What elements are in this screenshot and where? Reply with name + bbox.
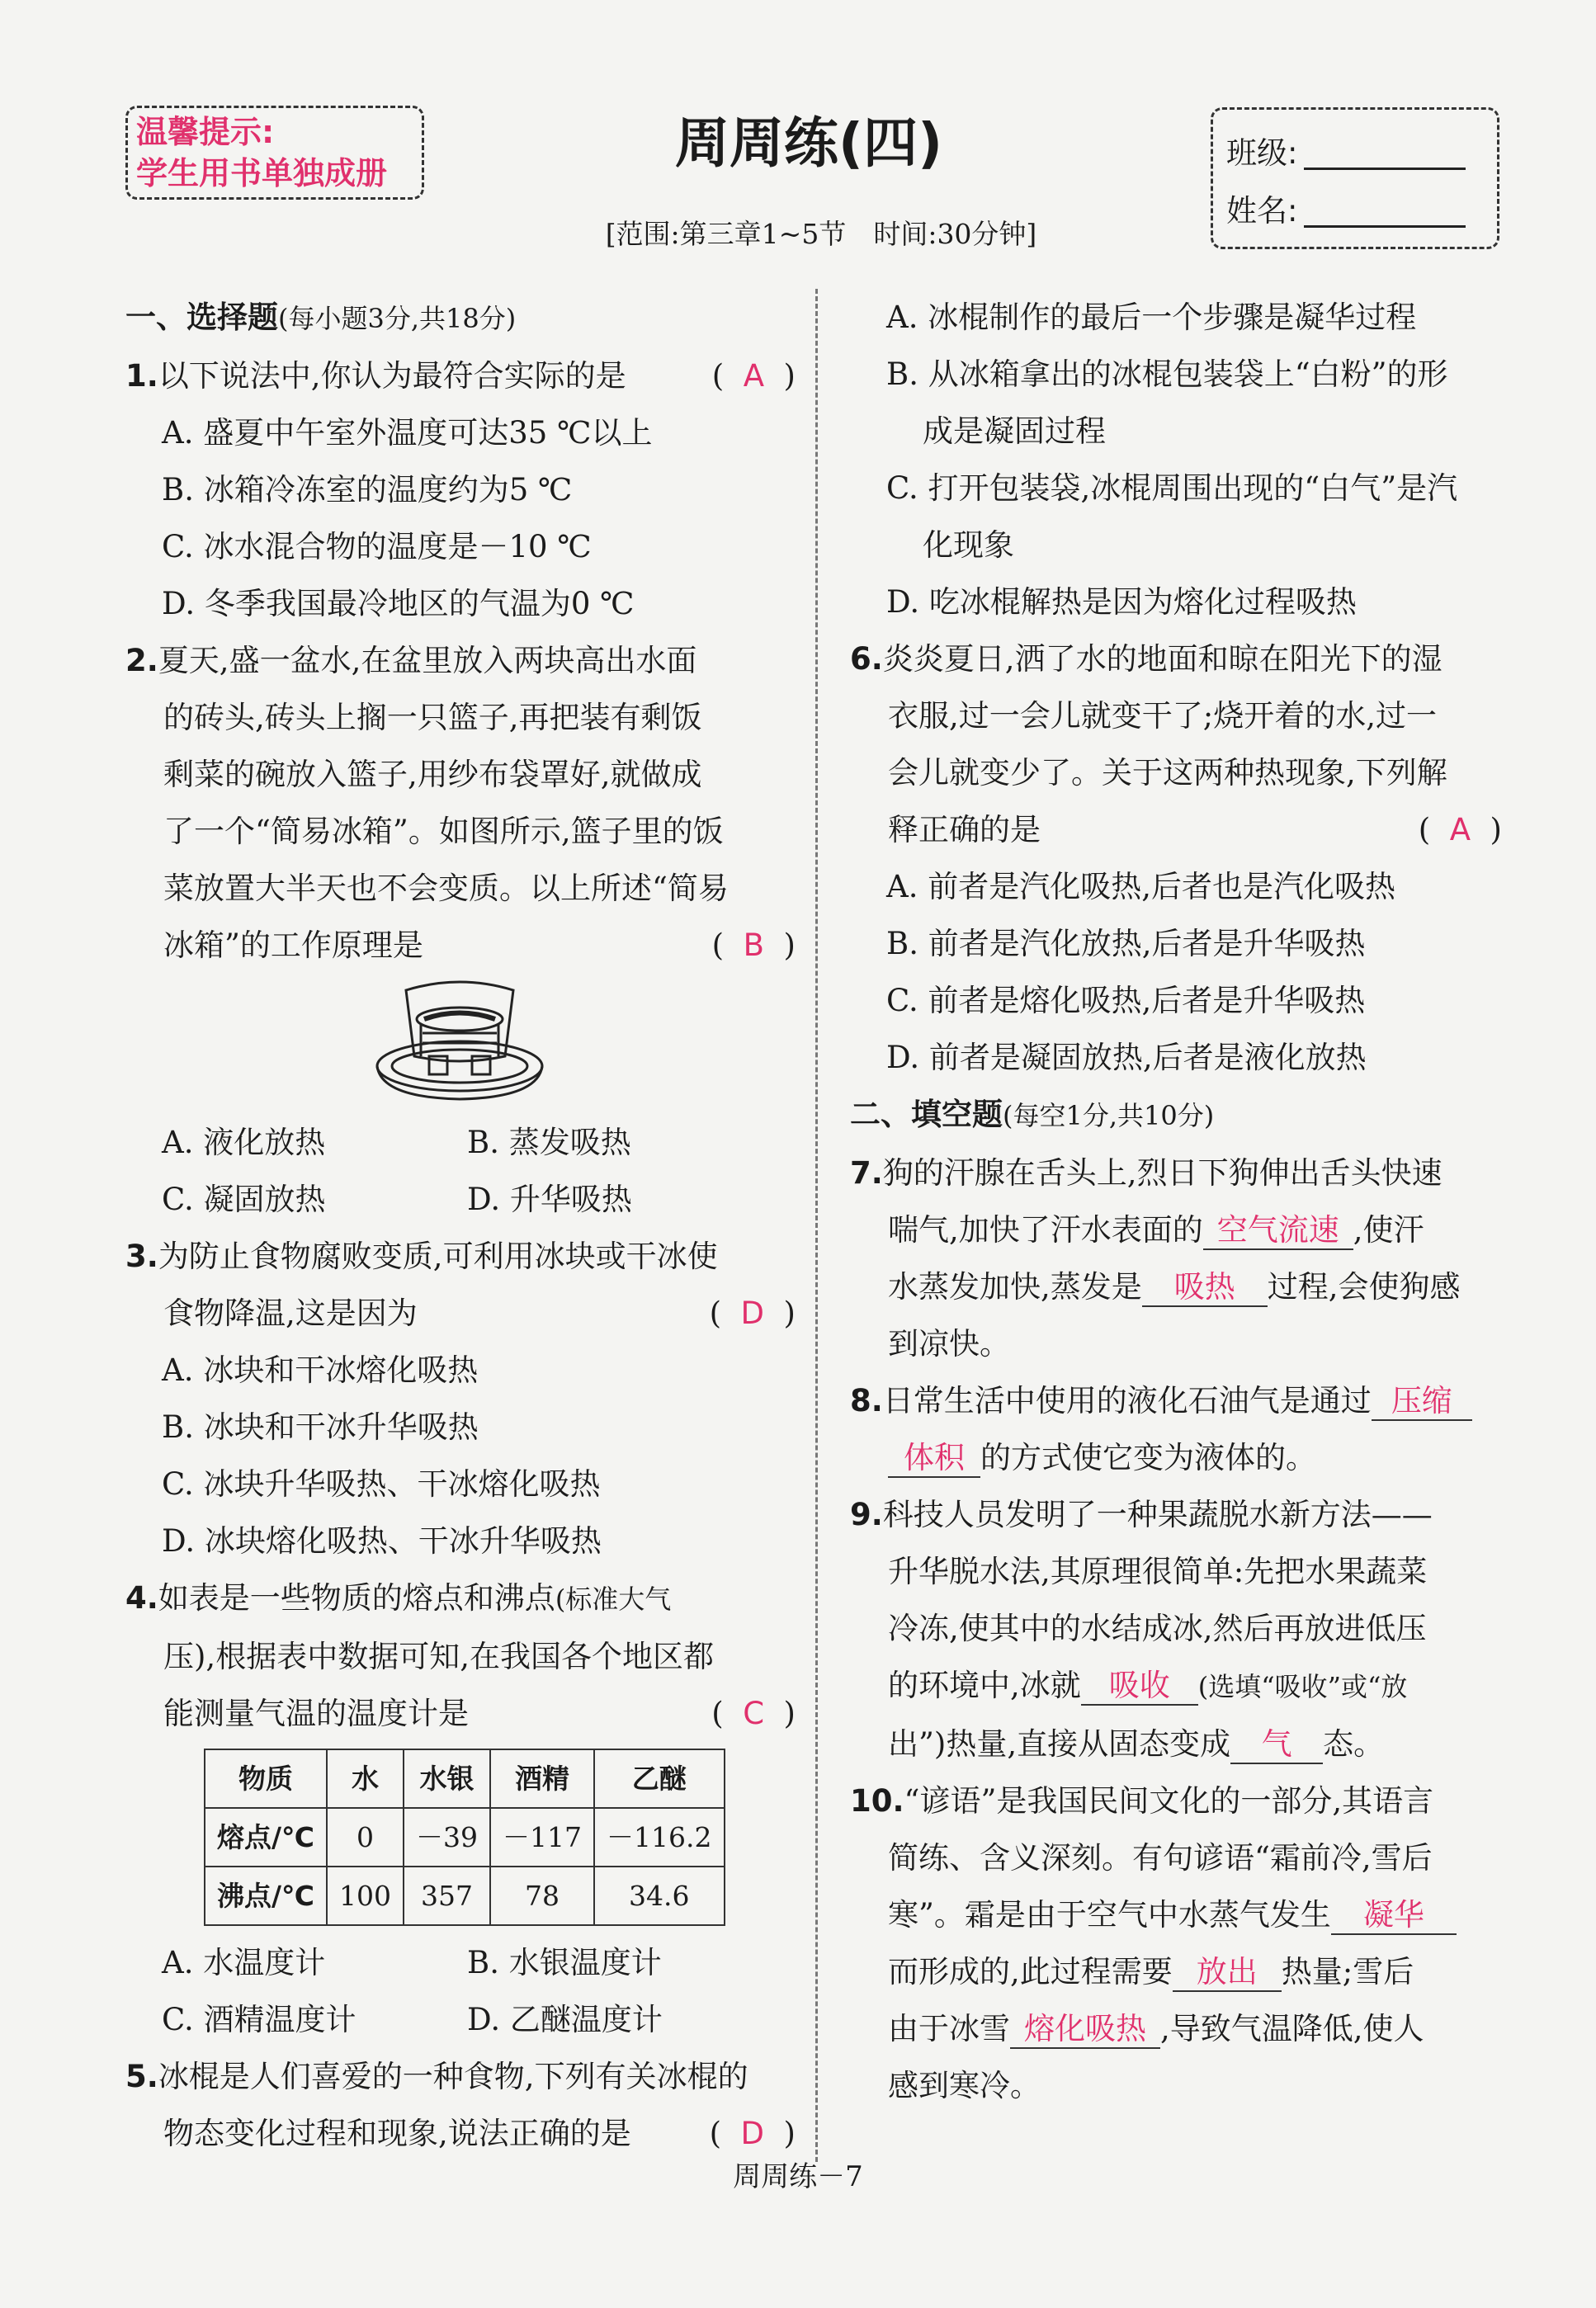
fill-blank-answer[interactable]: 体积: [888, 1440, 980, 1478]
question-text: 出”)热量,直接从固态变成: [888, 1726, 1231, 1762]
answer-bracket: ( D ): [709, 1296, 796, 1331]
question-text: 热量;雪后: [1281, 1954, 1414, 1989]
option: C. 冰块升华吸热、干冰熔化吸热: [162, 1466, 601, 1502]
option: A. 前者是汽化吸热,后者也是汽化吸热: [886, 869, 1396, 904]
answer-bracket: ( A ): [1418, 812, 1502, 847]
answer-value: B: [743, 927, 765, 963]
table-row: [205, 1867, 725, 1925]
section-1-note: (每小题3分,共18分): [278, 303, 517, 334]
option: C. 前者是熔化吸热,后者是升华吸热: [886, 983, 1366, 1018]
tip-box: [125, 106, 424, 200]
question-text-line: [850, 1716, 1502, 1772]
option-continued: 成是凝固过程: [923, 413, 1106, 449]
table-cell: －117: [490, 1808, 594, 1867]
question-text: ,使汗: [1353, 1212, 1424, 1248]
table-cell: 沸点/℃: [205, 1867, 327, 1925]
question-3: [125, 1228, 796, 1285]
table-cell: 100: [327, 1867, 404, 1925]
question-number: 2.: [125, 643, 158, 678]
question-text-line: [850, 1201, 1502, 1258]
answer-bracket: ( B ): [711, 927, 796, 963]
option: C. 打开包装袋,冰棍周围出现的“白气”是汽: [886, 470, 1458, 506]
table-header-cell: 酒精: [490, 1749, 594, 1808]
options-row: [125, 1934, 796, 1991]
table-header-cell: 水: [327, 1749, 404, 1808]
table-cell: 78: [490, 1867, 594, 1925]
left-column: [125, 289, 796, 2162]
answer-value: D: [740, 2116, 765, 2151]
question-text-line: [850, 1258, 1502, 1315]
question-number: 4.: [125, 1580, 158, 1616]
question-text: 压),根据表中数据可知,在我国各个地区都: [163, 1639, 714, 1674]
question-text: 衣服,过一会儿就变干了;烧开着的水,过一: [888, 698, 1437, 734]
properties-table: [204, 1749, 725, 1926]
class-label: 班级:: [1226, 135, 1298, 171]
question-6: [850, 630, 1502, 687]
question-text: 而形成的,此过程需要: [888, 1954, 1173, 1989]
student-info-box: [1211, 107, 1499, 249]
question-text-last: [850, 801, 1502, 858]
question-1: [125, 347, 796, 404]
option: A. 水温度计: [162, 1945, 326, 1980]
table-header-cell: 水银: [404, 1749, 490, 1808]
question-text-last: [125, 1685, 796, 1742]
question-text: 物态变化过程和现象,说法正确的是: [163, 2116, 631, 2151]
page-footer: 周周练－7: [733, 2160, 863, 2193]
question-text: 水蒸发加快,蒸发是: [888, 1269, 1142, 1305]
question-text: 过程,会使狗感: [1267, 1269, 1461, 1305]
range-line: [范围:第三章1~5节 时间:30分钟]: [605, 218, 1037, 250]
question-text: 能测量气温的温度计是: [163, 1696, 469, 1731]
option: B. 冰箱冷冻室的温度约为5 ℃: [162, 472, 573, 507]
question-text-small: (选填“吸收”或“放: [1197, 1671, 1408, 1702]
question-text-line: [850, 1429, 1502, 1486]
question-text: “谚语”是我国民间文化的一部分,其语言: [904, 1783, 1434, 1819]
section-1-title: 一、选择题: [125, 300, 278, 335]
question-text: 态。: [1323, 1726, 1385, 1762]
option: D. 乙醚温度计: [467, 2002, 663, 2037]
question-5: [125, 2048, 796, 2105]
option: B. 冰块和干冰升华吸热: [162, 1409, 479, 1445]
answer-bracket: ( A ): [711, 358, 796, 394]
question-text-line: [850, 1943, 1502, 2000]
question-text-line: [850, 1657, 1502, 1716]
table-cell: 357: [404, 1867, 490, 1925]
fill-blank-answer[interactable]: 吸收: [1081, 1668, 1198, 1706]
answer-bracket: ( D ): [709, 2116, 796, 2151]
question-text: 的砖头,砖头上搁一只篮子,再把装有剩饭: [163, 700, 702, 735]
question-text: 夏天,盛一盆水,在盆里放入两块高出水面: [158, 643, 697, 678]
question-text: 冷冻,使其中的水结成冰,然后再放进低压: [888, 1611, 1427, 1646]
table-cell: 熔点/℃: [205, 1808, 327, 1867]
question-text-line: [850, 1886, 1502, 1943]
table-cell: 34.6: [594, 1867, 724, 1925]
question-text: ,导致气温降低,使人: [1160, 2011, 1424, 2046]
option: C. 酒精温度计: [162, 2002, 357, 2037]
option: A. 冰棍制作的最后一个步骤是凝华过程: [886, 300, 1417, 335]
section-2-heading: [850, 1086, 1502, 1145]
option: B. 水银温度计: [467, 1945, 662, 1980]
table-cell: －116.2: [594, 1808, 724, 1867]
question-text: 剩菜的碗放入篮子,用纱布袋罩好,就做成: [163, 757, 702, 792]
table-header-row: [205, 1749, 725, 1808]
option: A. 液化放热: [162, 1125, 326, 1160]
right-column: [850, 289, 1502, 2114]
option: B. 从冰箱拿出的冰棍包装袋上“白粉”的形: [886, 356, 1448, 392]
question-text: 菜放置大半天也不会变质。以上所述“简易: [163, 871, 729, 906]
question-text: 日常生活中使用的液化石油气是通过: [882, 1383, 1372, 1418]
table-header-cell: 物质: [205, 1749, 327, 1808]
question-text: 为防止食物腐败变质,可利用冰块或干冰使: [158, 1239, 718, 1274]
answer-value: A: [1449, 812, 1471, 847]
question-text-line: [850, 2000, 1502, 2057]
answer-value: C: [743, 1696, 765, 1731]
question-text: 会儿就变少了。关于这两种热现象,下列解: [888, 755, 1447, 791]
fill-blank-answer[interactable]: 放出: [1173, 1954, 1282, 1992]
option: D. 吃冰棍解热是因为熔化过程吸热: [886, 584, 1357, 620]
fill-blank-answer[interactable]: 气: [1230, 1726, 1323, 1764]
question-text: 科技人员发明了一种果蔬脱水新方法——: [882, 1497, 1433, 1532]
tip-line-2: 学生用书单独成册: [136, 155, 388, 191]
option: D. 冰块熔化吸热、干冰升华吸热: [162, 1523, 602, 1559]
question-10: [850, 1772, 1502, 1829]
table-row: [205, 1808, 725, 1867]
option: C. 冰水混合物的温度是－10 ℃: [162, 529, 592, 564]
name-field[interactable]: [1304, 196, 1466, 228]
option: D. 冬季我国最冷地区的气温为0 ℃: [162, 586, 635, 621]
question-number: 8.: [850, 1383, 883, 1418]
question-7: [850, 1145, 1502, 1201]
column-divider: [815, 289, 818, 2162]
question-text: 寒”。霜是由于空气中水蒸气发生: [888, 1897, 1331, 1933]
section-2-note: (每空1分,共10分): [1003, 1100, 1215, 1131]
table-header-cell: 乙醚: [594, 1749, 724, 1808]
option: A. 盛夏中午室外温度可达35 ℃以上: [162, 415, 653, 451]
fill-blank-answer[interactable]: 吸热: [1142, 1269, 1268, 1307]
question-text: 升华脱水法,其原理很简单:先把水果蔬菜: [888, 1554, 1428, 1589]
answer-value: A: [743, 358, 765, 394]
question-text: 狗的汗腺在舌头上,烈日下狗伸出舌头快速: [882, 1155, 1443, 1191]
question-8: [850, 1372, 1502, 1429]
option: D. 升华吸热: [467, 1182, 632, 1217]
options-row: [125, 1114, 796, 1171]
options-row: [125, 1991, 796, 2048]
question-text-last: [125, 1285, 796, 1342]
option: D. 前者是凝固放热,后者是液化放热: [886, 1040, 1367, 1075]
simple-icebox-figure: [125, 974, 796, 1114]
question-number: 6.: [850, 641, 883, 677]
question-number: 3.: [125, 1239, 158, 1274]
fill-blank-answer[interactable]: 压缩: [1372, 1383, 1472, 1421]
class-field[interactable]: [1304, 138, 1466, 170]
question-text: 由于冰雪: [888, 2011, 1010, 2046]
question-number: 9.: [850, 1497, 883, 1532]
table-cell: 0: [327, 1808, 404, 1867]
question-number: 7.: [850, 1155, 883, 1191]
option: B. 前者是汽化放热,后者是升华吸热: [886, 926, 1366, 961]
section-1-heading: [125, 289, 796, 347]
question-text: 的方式使它变为液体的。: [980, 1440, 1316, 1475]
question-number: 1.: [125, 358, 158, 394]
question-text: 食物降温,这是因为: [163, 1296, 418, 1331]
tip-line-1: 温馨提示:: [136, 114, 275, 150]
question-text: 如表是一些物质的熔点和沸点: [158, 1580, 555, 1616]
answer-bracket: ( C ): [711, 1696, 796, 1731]
question-9: [850, 1486, 1502, 1543]
question-number: 5.: [125, 2059, 158, 2094]
question-text: 的环境中,冰就: [888, 1668, 1081, 1703]
options-row: [125, 1171, 796, 1228]
fill-blank-answer[interactable]: 空气流速: [1203, 1212, 1353, 1250]
fill-blank-answer[interactable]: 熔化吸热: [1010, 2011, 1160, 2049]
page-title: 周周练(四): [674, 111, 943, 175]
question-text: 以下说法中,你认为最符合实际的是: [158, 358, 626, 394]
question-text: 喘气,加快了汗水表面的: [888, 1212, 1203, 1248]
question-2: [125, 632, 796, 689]
question-text: 冰棍是人们喜爱的一种食物,下列有关冰棍的: [158, 2059, 748, 2094]
question-text: 释正确的是: [888, 812, 1041, 847]
section-2-title: 二、填空题: [850, 1097, 1003, 1132]
fill-blank-answer[interactable]: 凝华: [1331, 1897, 1457, 1935]
question-text: 简练、含义深刻。有句谚语“霜前冷,雪后: [888, 1840, 1433, 1876]
table-cell: －39: [404, 1808, 490, 1867]
question-text: 感到寒冷。: [888, 2068, 1041, 2103]
question-text: 到凉快。: [888, 1326, 1010, 1362]
icebox-illustration: [373, 974, 546, 1110]
question-text-last: [125, 917, 796, 974]
question-text-small: (标准大气: [555, 1584, 672, 1615]
question-text: 了一个“简易冰箱”。如图所示,篮子里的饭: [163, 814, 724, 849]
option: A. 冰块和干冰熔化吸热: [162, 1352, 479, 1388]
name-label: 姓名:: [1226, 193, 1298, 229]
question-number: 10.: [850, 1783, 904, 1819]
question-text: 冰箱”的工作原理是: [163, 927, 423, 963]
question-4: [125, 1569, 796, 1628]
option: C. 凝固放热: [162, 1182, 326, 1217]
option-continued: 化现象: [923, 527, 1014, 563]
option: B. 蒸发吸热: [467, 1125, 631, 1160]
answer-value: D: [740, 1296, 765, 1331]
question-text: 炎炎夏日,洒了水的地面和晾在阳光下的湿: [882, 641, 1443, 677]
